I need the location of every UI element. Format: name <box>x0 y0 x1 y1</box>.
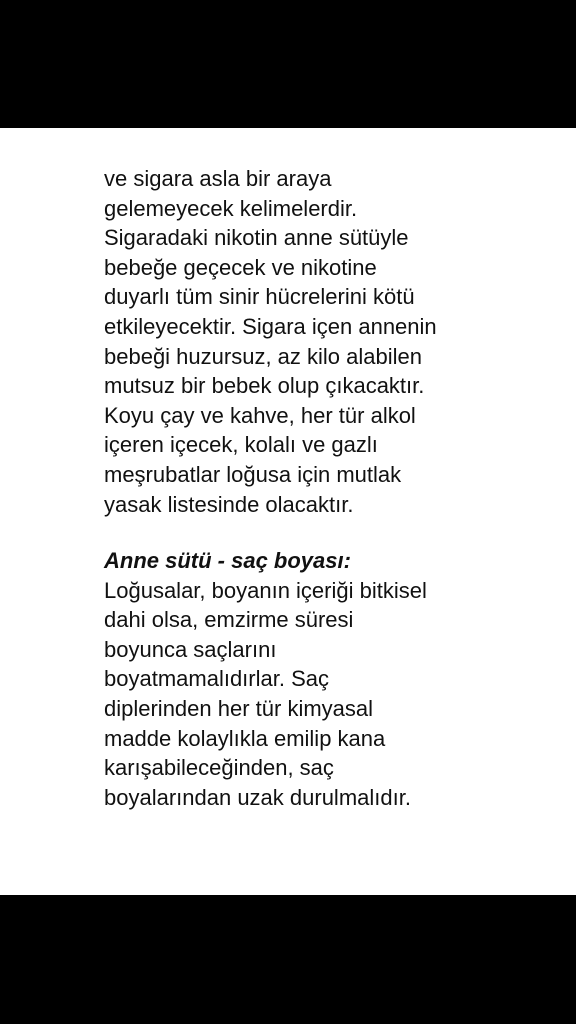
text-line: diplerinden her tür kimyasal <box>104 695 374 721</box>
text-line: boyunca saçlarını <box>104 636 277 662</box>
text-line: bebeğe geçecek ve nikotine <box>104 254 377 280</box>
text-line: Loğusalar, boyanın içeriği bitkisel <box>104 577 427 603</box>
text-line: karışabileceğinden, saç <box>104 755 334 781</box>
text-line: Koyu çay ve kahve, her tür alkol <box>104 402 416 428</box>
section-heading: Anne sütü - saç boyası: <box>104 548 351 573</box>
text-line: duyarlı tüm sinir hücrelerini kötü <box>104 284 415 310</box>
text-line: etkileyecektir. Sigara içen annenin <box>104 313 437 339</box>
paragraph-smoking-caffeine <box>104 164 484 519</box>
text-line: gelemeyecek kelimelerdir. <box>104 195 358 221</box>
text-line: meşrubatlar loğusa için mutlak <box>104 461 402 487</box>
text-line: madde kolaylıkla emilip kana <box>104 725 386 751</box>
paragraph-hair-dye <box>104 546 484 812</box>
text-line: boyatmamalıdırlar. Saç <box>104 666 329 692</box>
top-black-bar <box>0 0 576 128</box>
text-line: mutsuz bir bebek olup çıkacaktır. <box>104 373 425 399</box>
text-line: boyalarından uzak durulmalıdır. <box>104 784 411 810</box>
text-line: Sigaradaki nikotin anne sütüyle <box>104 225 409 251</box>
text-line: bebeği huzursuz, az kilo alabilen <box>104 343 422 369</box>
text-line: dahi olsa, emzirme süresi <box>104 607 354 633</box>
text-line: ve sigara asla bir araya <box>104 166 332 191</box>
text-line: içeren içecek, kolalı ve gazlı <box>104 432 378 458</box>
document-page <box>0 128 576 895</box>
bottom-black-bar <box>0 895 576 1024</box>
text-line: yasak listesinde olacaktır. <box>104 491 354 517</box>
